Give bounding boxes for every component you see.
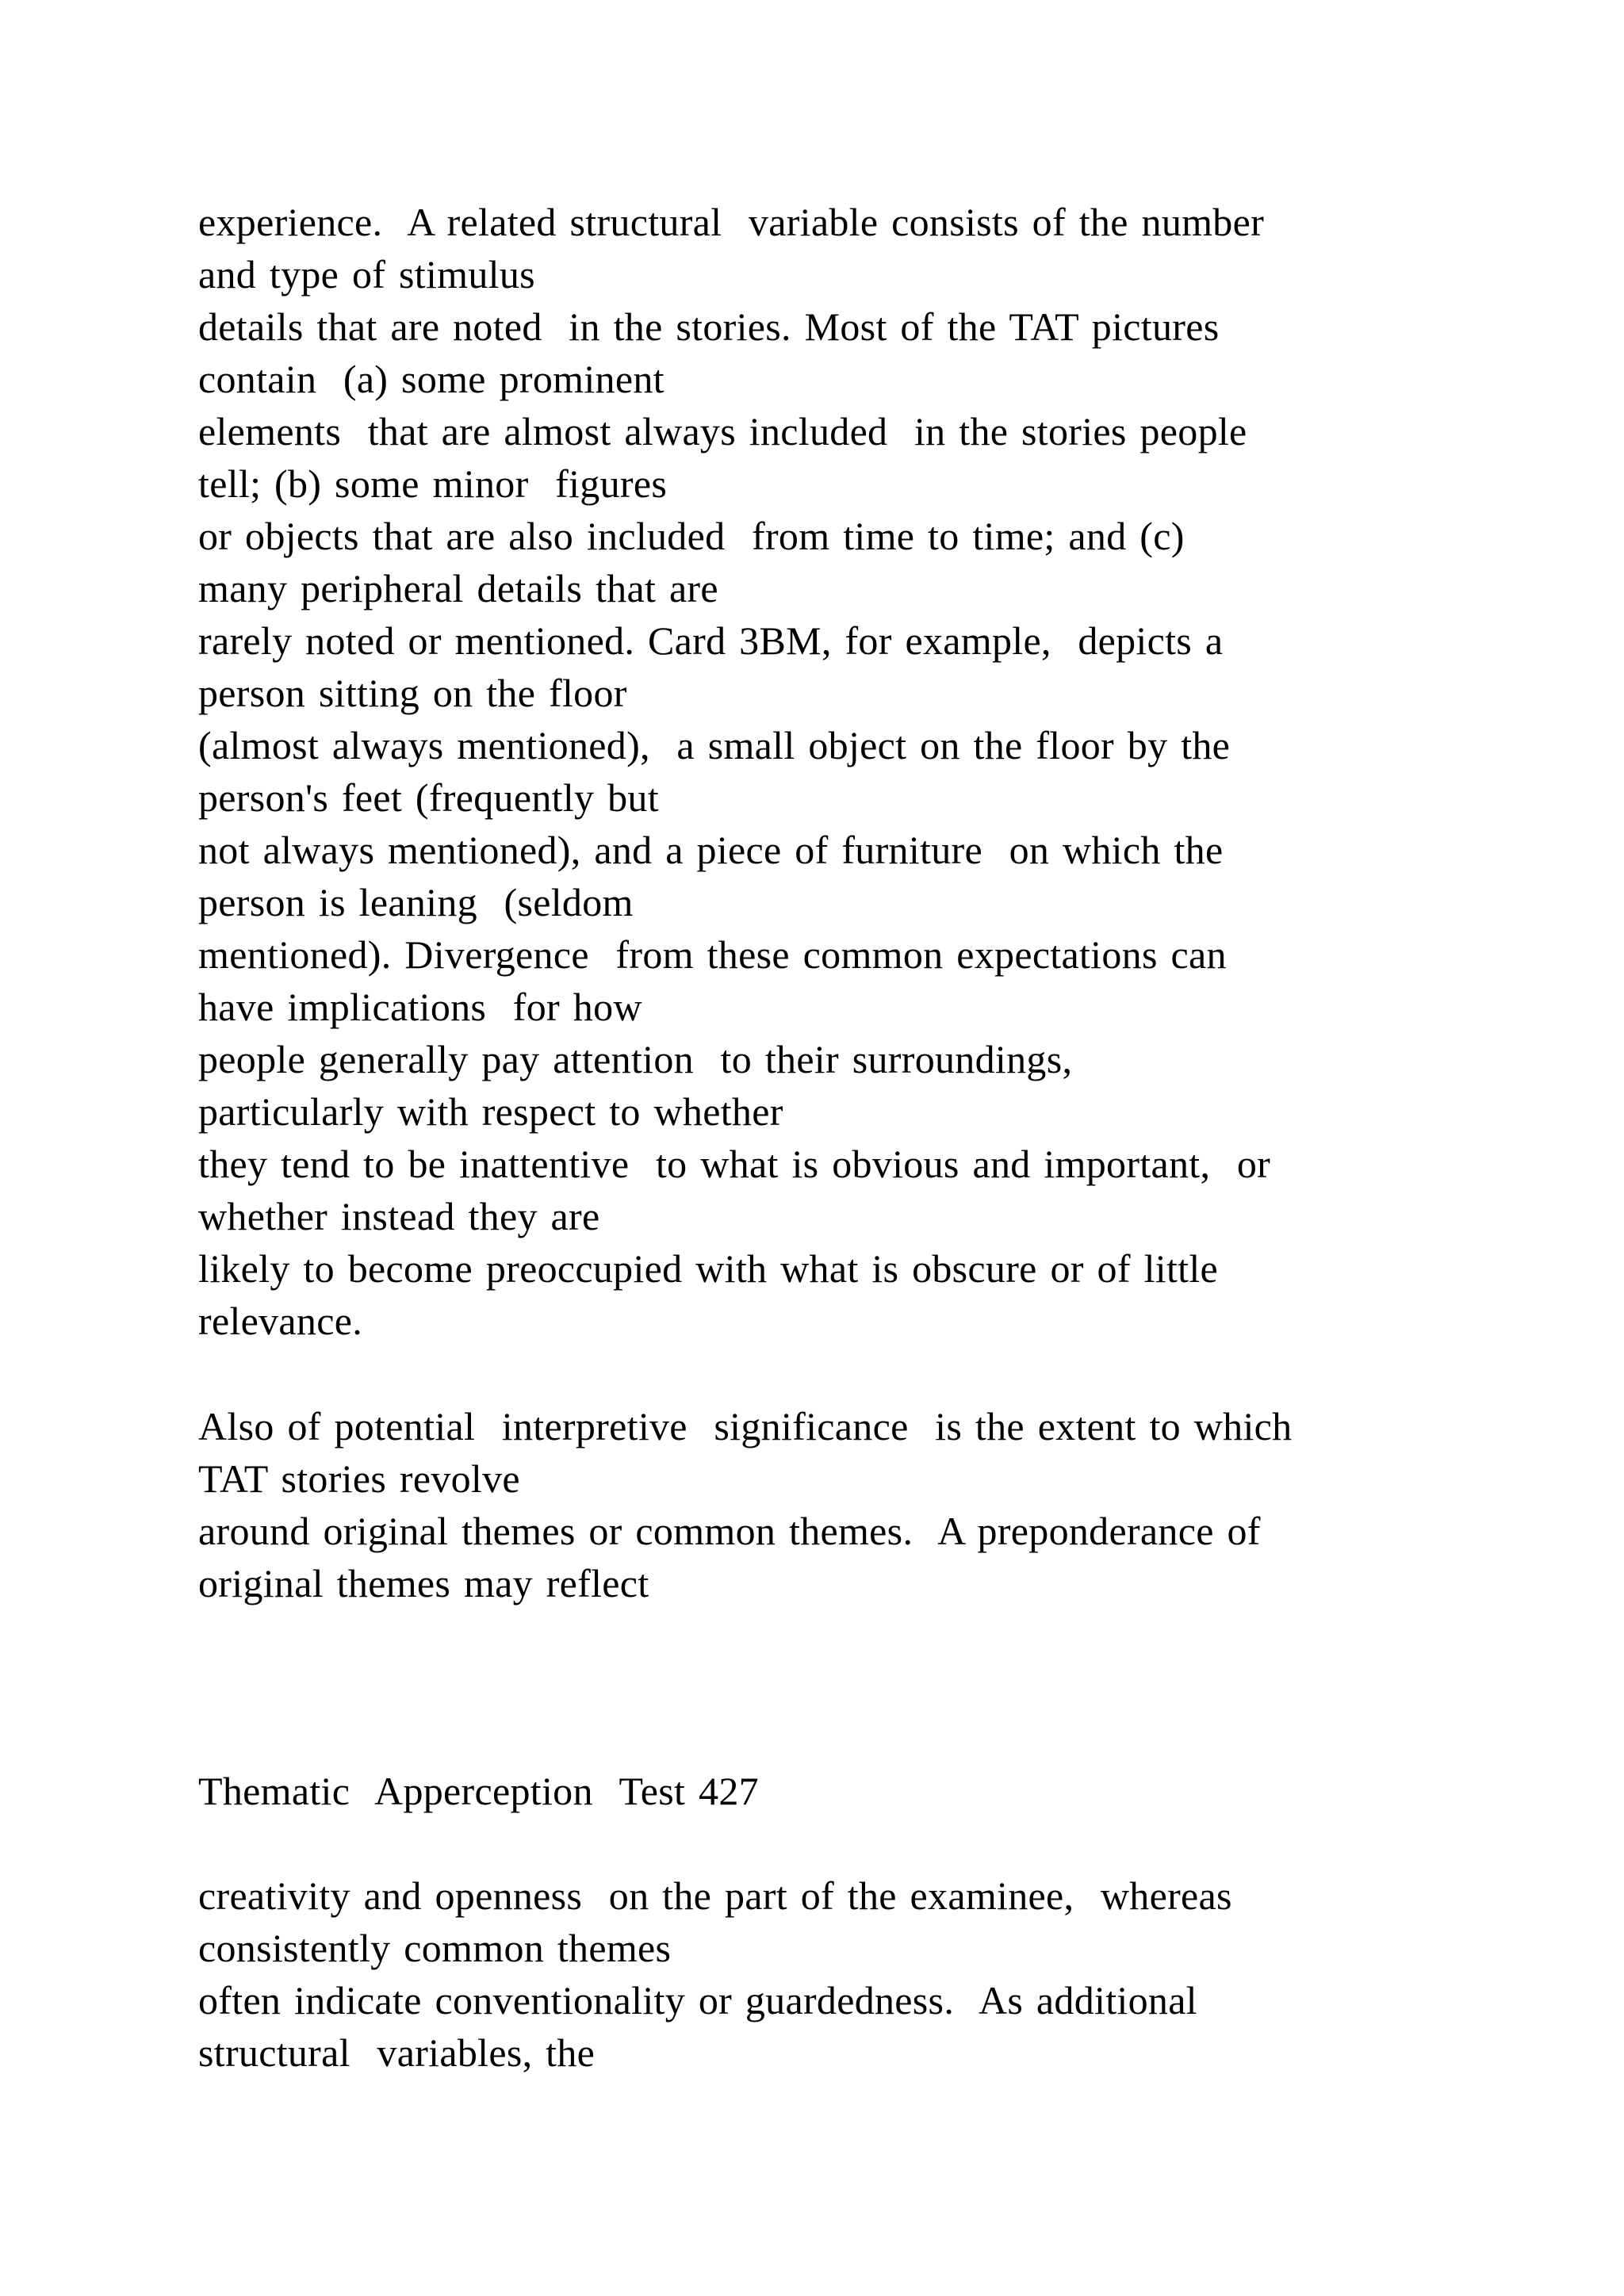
text-line: not always mentioned), and a piece of furniture on which the [198,828,1224,872]
text-line: (almost always mentioned), a small object on the floor by the [198,723,1231,767]
text-line: mentioned). Divergence from these common expectations can [198,932,1227,977]
text-line: they tend to be inattentive to what is obvious and important, or [198,1142,1271,1186]
paragraph-structural-variables [198,196,1610,1347]
page-header-text: Thematic Apperception Test 427 [198,1769,759,1813]
text-line: particularly with respect to whether [198,1089,783,1134]
text-line: consistently common themes [198,1926,672,1970]
text-line: tell; (b) some minor figures [198,461,668,506]
text-line: TAT stories revolve [198,1456,520,1501]
text-line: experience. A related structural variable consists of the number [198,200,1265,244]
text-line: many peripheral details that are [198,566,718,610]
text-line: person is leaning (seldom [198,880,634,924]
text-line: rarely noted or mentioned. Card 3BM, for example, depicts a [198,618,1224,663]
text-line: creativity and openness on the part of the examinee, whereas [198,1873,1232,1918]
text-line: structural variables, the [198,2030,596,2075]
text-line: whether instead they are [198,1194,600,1238]
text-line: original themes may reflect [198,1561,649,1605]
paragraph-original-themes [198,1400,1610,1609]
text-line: likely to become preoccupied with what is obscure or of little [198,1246,1219,1291]
text-line: have implications for how [198,985,642,1029]
text-line: contain (a) some prominent [198,357,665,401]
text-line: details that are noted in the stories. Most of the TAT pictures [198,304,1220,349]
paragraph-creativity [198,1869,1610,2079]
text-line: person's feet (frequently but [198,775,659,820]
running-header [198,1765,1610,1817]
text-line: or objects that are also included from time to time; and (c) [198,514,1185,558]
text-line: Also of potential interpretive significance is the extent to which [198,1404,1293,1448]
text-line: often indicate conventionality or guardedness. As additional [198,1978,1197,2022]
text-line: person sitting on the floor [198,671,627,715]
text-line: people generally pay attention to their surroundings, [198,1037,1073,1081]
text-line: relevance. [198,1299,363,1343]
text-line: and type of stimulus [198,252,535,297]
text-line: around original themes or common themes. A preponderance of [198,1509,1261,1553]
text-line: elements that are almost always included in the stories people [198,409,1247,453]
